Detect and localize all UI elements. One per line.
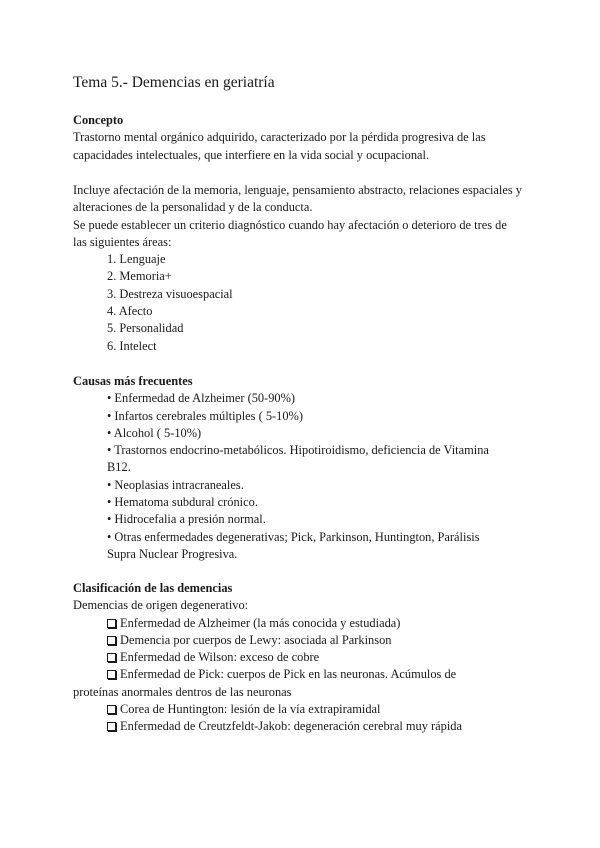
checkbox-icon <box>107 619 116 628</box>
list-item <box>107 666 523 683</box>
checkbox-icon <box>107 636 116 645</box>
causas-heading: Causas más frecuentes <box>73 374 193 388</box>
list-item-continuation: B12. <box>107 460 131 475</box>
list-item-text: Enfermedad de Alzheimer (la más conocida y estudiada) <box>120 615 401 630</box>
list-item: 6. Intelect <box>107 338 157 353</box>
list-item: • Hidrocefalia a presión normal. <box>107 512 266 527</box>
list-item: • Enfermedad de Alzheimer (50-90%) <box>107 391 296 406</box>
incluye-section <box>73 182 523 355</box>
causas-section <box>73 373 523 563</box>
list-item <box>107 701 523 718</box>
list-item: 4. Afecto <box>107 304 153 319</box>
list-item: 1. Lenguaje <box>107 252 166 267</box>
incluye-text-1: Incluye afectación de la memoria, lenguaje, pensamiento abstracto, relaciones espaciales y alteraciones de la personalidad y de la conducta. <box>73 183 522 215</box>
list-item-continuation: proteínas anormales dentros de las neuronas <box>73 684 292 699</box>
checkbox-icon <box>107 653 116 662</box>
concepto-heading: Concepto <box>73 113 124 127</box>
list-item: • Trastornos endocrino-metabólicos. Hipotiroidismo, deficiencia de Vitamina <box>107 443 489 458</box>
concepto-section <box>73 112 523 164</box>
areas-list <box>73 251 523 355</box>
page-title: Tema 5.- Demencias en geriatría <box>73 74 275 91</box>
checkbox-icon <box>107 705 116 714</box>
clasificacion-list <box>73 615 523 736</box>
list-item <box>107 632 523 649</box>
incluye-text-2: Se puede establecer un criterio diagnóstico cuando hay afectación o deterioro de tres de las siguientes áreas: <box>73 217 507 249</box>
clasificacion-subheading: Demencias de origen degenerativo: <box>73 598 249 613</box>
list-item: • Otras enfermedades degenerativas; Pick, Parkinson, Huntington, Parálisis <box>107 529 480 544</box>
list-item-text: Corea de Huntington: lesión de la vía extrapiramidal <box>120 702 381 717</box>
list-item: 2. Memoria+ <box>107 269 172 284</box>
checkbox-icon <box>107 722 116 731</box>
list-item-text: Enfermedad de Pick: cuerpos de Pick en las neuronas. Acúmulos de <box>120 667 457 682</box>
list-item: • Neoplasias intracraneales. <box>107 477 244 492</box>
list-item: 3. Destreza visuoespacial <box>107 286 233 301</box>
list-item-continuation: Supra Nuclear Progresiva. <box>107 546 238 561</box>
clasificacion-section <box>73 580 523 736</box>
list-item-text: Demencia por cuerpos de Lewy: asociada al Parkinson <box>120 632 392 647</box>
causas-list <box>73 390 523 563</box>
list-item: • Hematoma subdural crónico. <box>107 495 258 510</box>
list-item-text: Enfermedad de Creutzfeldt-Jakob: degeneración cerebral muy rápida <box>120 719 462 734</box>
list-item <box>107 649 523 666</box>
list-item <box>107 615 523 632</box>
list-item: • Alcohol ( 5-10%) <box>107 425 202 440</box>
clasificacion-heading: Clasificación de las demencias <box>73 581 233 595</box>
concepto-definition: Trastorno mental orgánico adquirido, caracterizado por la pérdida progresiva de las capacidades intelectuales, que interfiere en la vida social y ocupacional. <box>73 130 486 162</box>
list-item <box>107 718 523 735</box>
list-item: • Infartos cerebrales múltiples ( 5-10%) <box>107 408 303 423</box>
list-item-text: Enfermedad de Wilson: exceso de cobre <box>120 650 320 665</box>
checkbox-icon <box>107 670 116 679</box>
list-item: 5. Personalidad <box>107 321 184 336</box>
